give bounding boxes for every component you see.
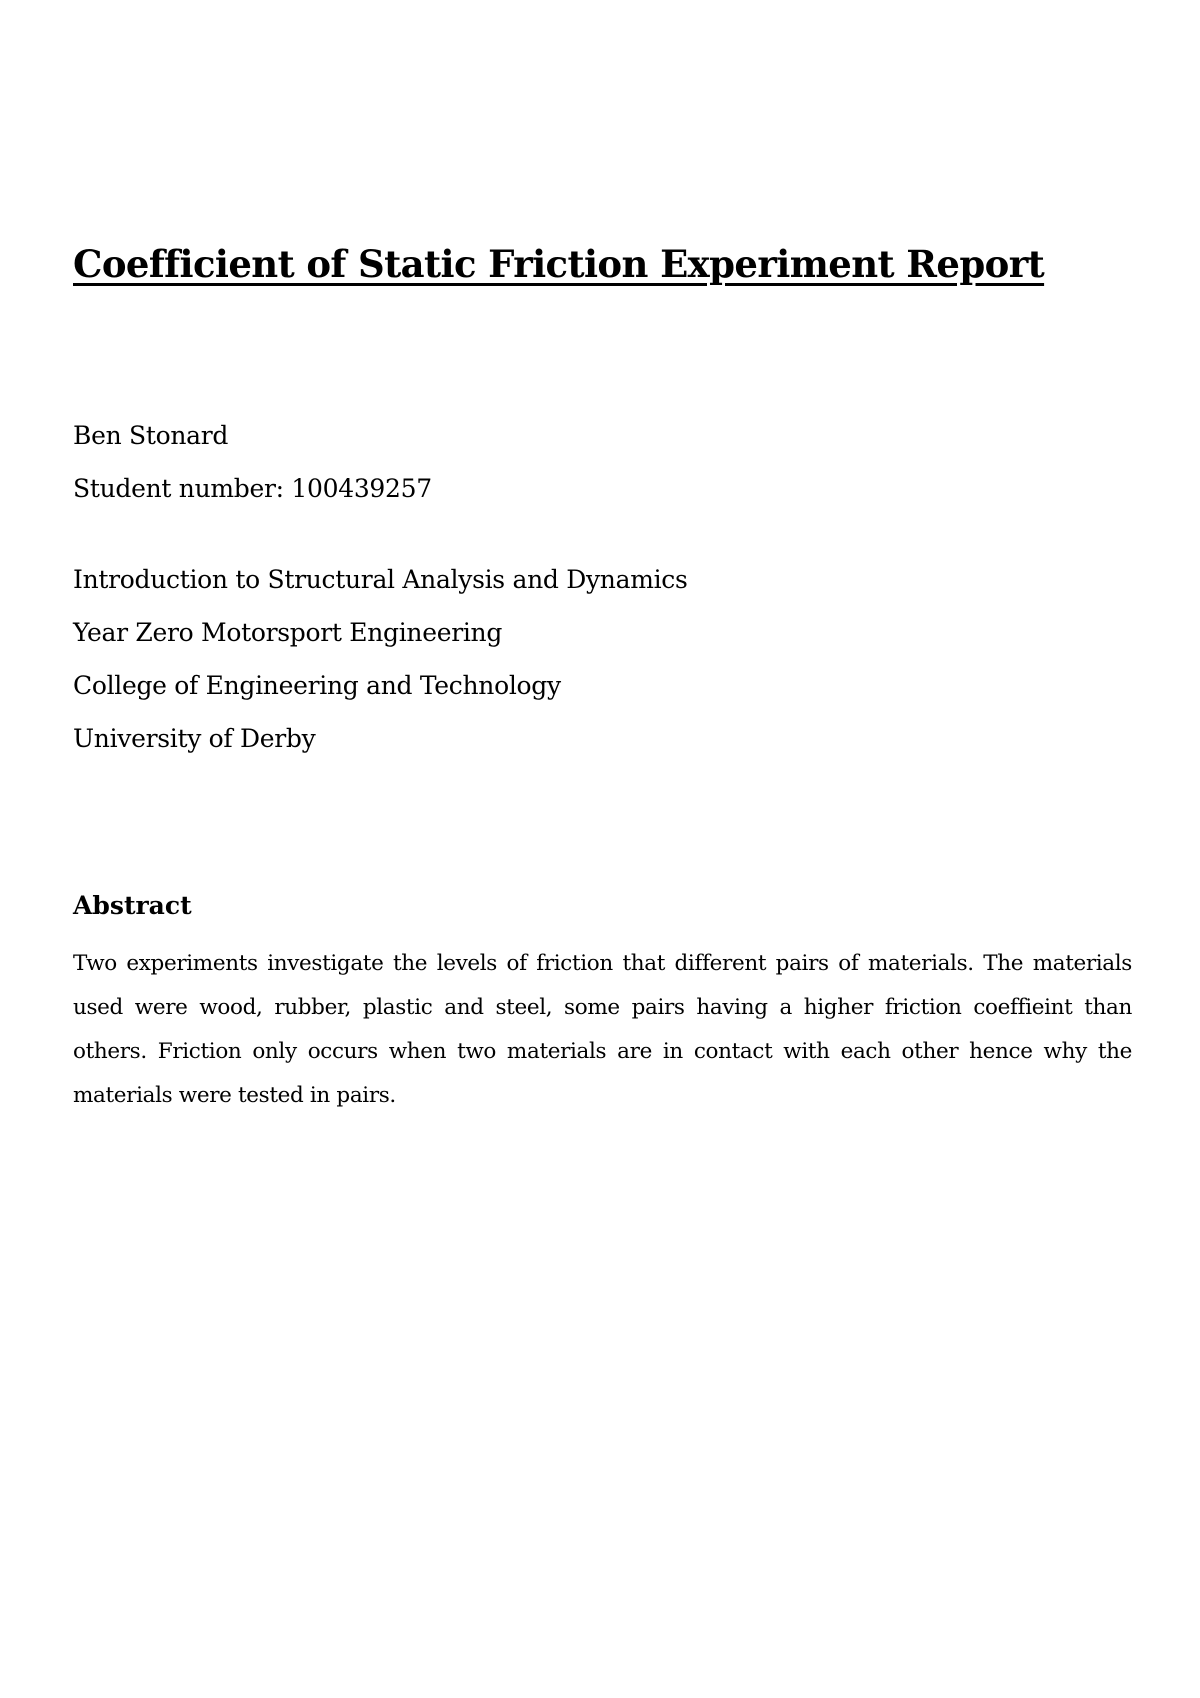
abstract-paragraph: Two experiments investigate the levels of friction that different pairs of materials. The materials used were wood, rubber, plastic and steel, some pairs having a higher friction coeffieint than others. Friction only occurs when two materials are in contact with each other hence why the materials were tested in pairs. <box>73 951 1132 1108</box>
author-name: Ben Stonard <box>73 421 229 450</box>
report-title: Coefficient of Static Friction Experiment Report <box>73 242 1045 286</box>
abstract-heading: Abstract <box>73 891 192 920</box>
university-name: University of Derby <box>73 724 316 753</box>
college-name: College of Engineering and Technology <box>73 671 561 700</box>
programme-name: Year Zero Motorsport Engineering <box>73 618 503 647</box>
student-number: Student number: 100439257 <box>73 474 432 503</box>
module-name: Introduction to Structural Analysis and Dynamics <box>73 565 688 594</box>
